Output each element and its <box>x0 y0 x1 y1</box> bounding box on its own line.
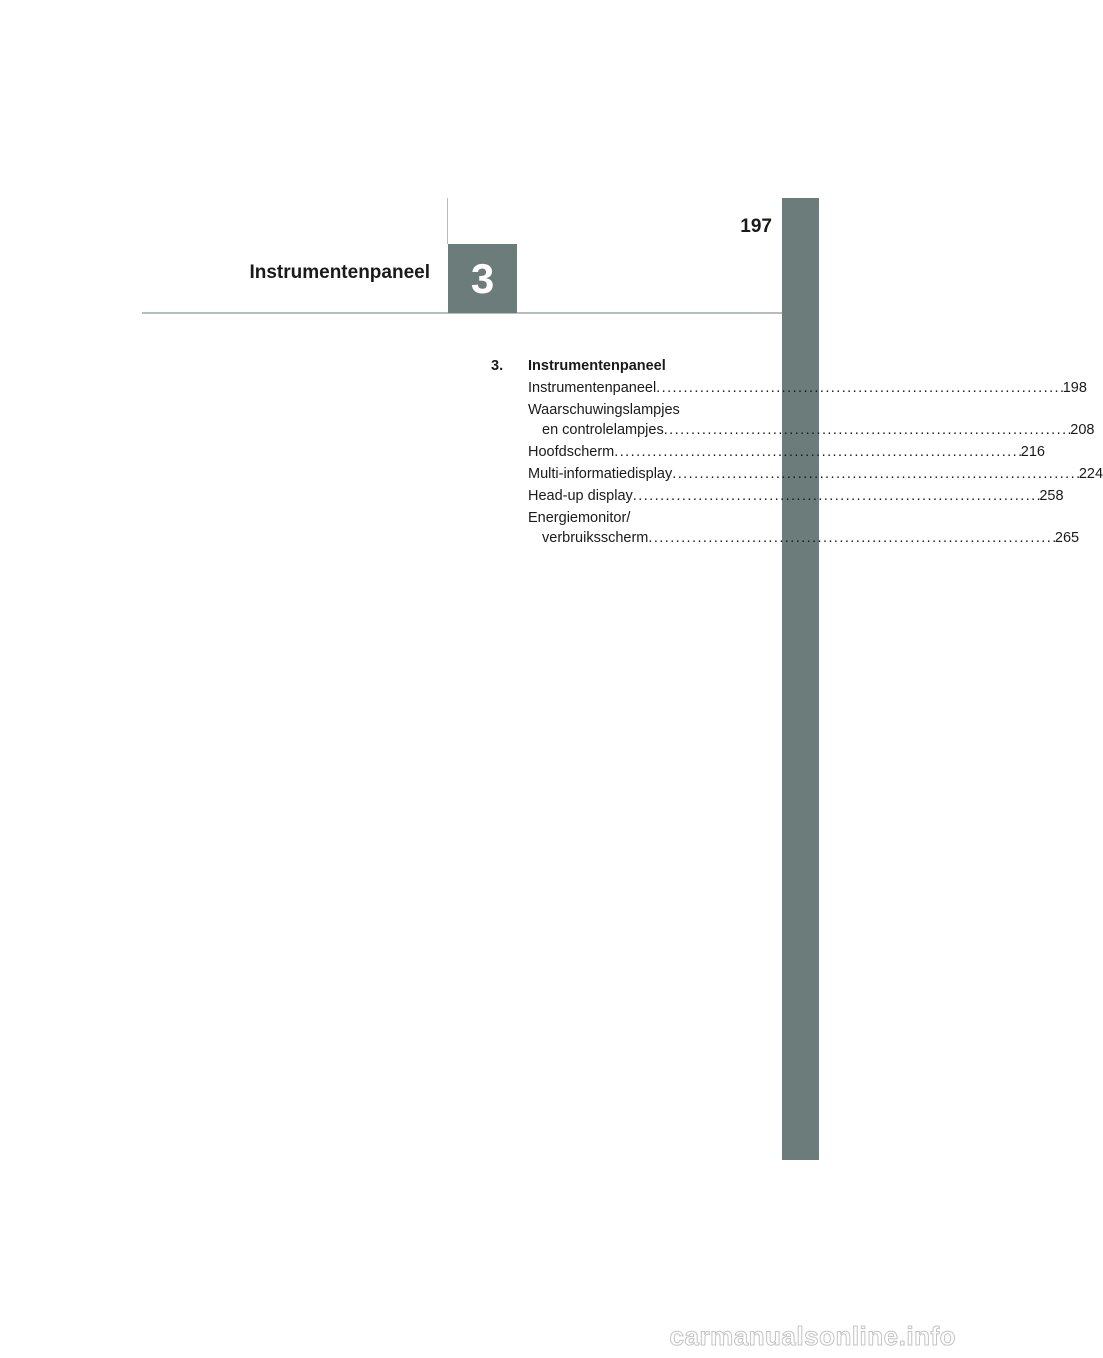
chapter-number-box: 3 <box>448 244 517 313</box>
toc-entry-energiemonitor[interactable] <box>528 508 1080 548</box>
toc-leader-dots <box>614 442 1021 462</box>
toc-leader-dots <box>672 464 1079 484</box>
toc-entry-label: Hoofdscherm <box>528 444 615 460</box>
toc-entry-label-line2: en controlelampjes <box>542 422 664 438</box>
toc-entry-multi-informatiedisplay[interactable] <box>528 464 1103 484</box>
toc-leader-dots <box>633 486 1040 506</box>
toc-leader-dots <box>648 528 1055 548</box>
chapter-title: Instrumentenpaneel <box>249 262 430 283</box>
toc-entry-page: 265 <box>1054 530 1080 546</box>
header-vertical-rule <box>447 198 448 244</box>
toc-entry-head-up-display[interactable] <box>528 486 1064 506</box>
toc-entry-label-line1: Energiemonitor/ <box>528 510 631 526</box>
toc-section-heading <box>491 356 739 376</box>
toc-entry-page: 198 <box>1062 380 1087 396</box>
table-of-contents <box>491 356 1103 550</box>
toc-entry-page: 216 <box>1020 444 1045 460</box>
toc-entry-page: 258 <box>1039 488 1064 504</box>
toc-entry-waarschuwingslampjes[interactable] <box>528 400 1095 440</box>
toc-entry-page: 224 <box>1078 466 1103 482</box>
toc-entry-label: Instrumentenpaneel <box>528 380 657 396</box>
toc-entry-hoofdscherm[interactable] <box>528 442 1045 462</box>
toc-entry-instrumentenpaneel[interactable] <box>528 378 1087 398</box>
toc-entry-label: Head-up display <box>528 488 633 504</box>
toc-section-number: 3. <box>491 358 504 374</box>
chapter-thumb-tab <box>782 198 819 1160</box>
toc-leader-dots <box>664 420 1071 440</box>
toc-entry-label: Multi-informatiedisplay <box>528 466 673 482</box>
toc-entry-label-line2: verbruiksscherm <box>542 530 649 546</box>
toc-list <box>491 378 1103 548</box>
page-number: 197 <box>740 216 772 237</box>
watermark: carmanualsonline.info <box>669 1321 956 1351</box>
toc-section-title: Instrumentenpaneel <box>528 358 666 374</box>
toc-entry-label-line1: Waarschuwingslampjes <box>528 402 680 418</box>
toc-leader-dots <box>656 378 1063 398</box>
toc-entry-page: 208 <box>1070 422 1095 438</box>
